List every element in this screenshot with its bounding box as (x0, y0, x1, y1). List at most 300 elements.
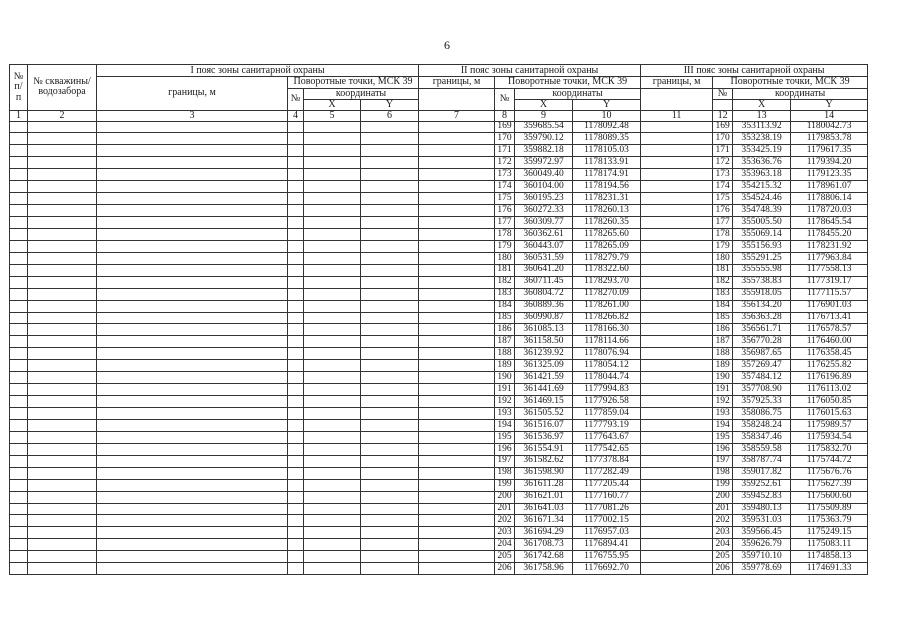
cell-zone2-no: 176 (495, 205, 515, 217)
table-row (10, 372, 868, 384)
cell-zone1-boundary (97, 217, 288, 229)
cell-zone3-boundary (641, 276, 713, 288)
table-body (10, 121, 868, 575)
cell-zone1-boundary (97, 312, 288, 324)
col-number: 8 (495, 110, 515, 121)
cell-zone3-boundary (641, 372, 713, 384)
cell-np (10, 551, 28, 563)
cell-zone2-no: 190 (495, 372, 515, 384)
cell-zone3-boundary (641, 515, 713, 527)
cell-zone2-boundary (419, 551, 495, 563)
cell-zone2-x: 359972.97 (515, 157, 573, 169)
cell-zone2-no: 203 (495, 527, 515, 539)
cell-zone2-y: 1178194.56 (573, 181, 641, 193)
cell-zone1-no (288, 563, 304, 575)
cell-zone3-boundary (641, 324, 713, 336)
header-zone1-turning-points: Поворотные точки, МСК 39 (288, 77, 419, 89)
cell-zone1-x (304, 467, 361, 479)
header-zone3-boundaries: границы, м (641, 77, 713, 89)
cell-np (10, 479, 28, 491)
cell-zone3-y: 1175934.54 (791, 431, 868, 443)
cell-zone2-boundary (419, 169, 495, 181)
header-zone3-x: X (733, 99, 791, 110)
cell-zone2-no: 198 (495, 467, 515, 479)
cell-zone1-x (304, 288, 361, 300)
cell-zone3-x: 356770.28 (733, 336, 791, 348)
table-row (10, 431, 868, 443)
cell-zone2-y: 1177160.77 (573, 491, 641, 503)
cell-zone3-boundary (641, 443, 713, 455)
cell-zone1-boundary (97, 539, 288, 551)
cell-zone3-boundary (641, 252, 713, 264)
cell-zone3-boundary (641, 181, 713, 193)
cell-well (28, 443, 97, 455)
cell-zone2-x: 360804.72 (515, 288, 573, 300)
table-row (10, 467, 868, 479)
cell-zone1-boundary (97, 491, 288, 503)
cell-np (10, 324, 28, 336)
cell-zone3-y: 1175744.72 (791, 455, 868, 467)
cell-np (10, 408, 28, 420)
cell-zone1-boundary (97, 515, 288, 527)
cell-zone3-boundary (641, 145, 713, 157)
cell-zone1-x (304, 408, 361, 420)
col-number: 1 (10, 110, 28, 121)
cell-zone2-no: 182 (495, 276, 515, 288)
cell-zone3-boundary (641, 419, 713, 431)
cell-zone2-x: 361611.28 (515, 479, 573, 491)
cell-zone3-boundary (641, 288, 713, 300)
cell-zone1-no (288, 324, 304, 336)
header-zone2-x: X (515, 99, 573, 110)
cell-zone1-boundary (97, 228, 288, 240)
cell-zone1-boundary (97, 300, 288, 312)
cell-zone3-y: 1174858.13 (791, 551, 868, 563)
cell-zone2-y: 1178266.82 (573, 312, 641, 324)
cell-zone1-x (304, 252, 361, 264)
col-number: 13 (733, 110, 791, 121)
cell-zone1-boundary (97, 396, 288, 408)
cell-zone1-y (361, 455, 419, 467)
cell-zone3-no: 194 (713, 419, 733, 431)
cell-zone1-boundary (97, 288, 288, 300)
cell-zone2-x: 361085.13 (515, 324, 573, 336)
table-row (10, 312, 868, 324)
cell-zone3-y: 1179123.35 (791, 169, 868, 181)
cell-well (28, 408, 97, 420)
cell-zone3-x: 355555.98 (733, 264, 791, 276)
cell-zone3-x: 359452.83 (733, 491, 791, 503)
cell-zone2-x: 360309.77 (515, 217, 573, 229)
cell-zone1-no (288, 336, 304, 348)
cell-well (28, 300, 97, 312)
cell-zone3-boundary (641, 479, 713, 491)
cell-zone1-y (361, 193, 419, 205)
cell-zone2-x: 361671.34 (515, 515, 573, 527)
cell-zone1-y (361, 205, 419, 217)
cell-well (28, 467, 97, 479)
col-number: 4 (288, 110, 304, 121)
cell-zone3-boundary (641, 563, 713, 575)
col-number: 3 (97, 110, 288, 121)
cell-np (10, 145, 28, 157)
cell-zone2-y: 1178265.09 (573, 240, 641, 252)
header-zone2-y: Y (573, 99, 641, 110)
cell-well (28, 455, 97, 467)
cell-zone1-y (361, 145, 419, 157)
cell-zone3-no: 170 (713, 133, 733, 145)
cell-zone1-boundary (97, 372, 288, 384)
cell-zone2-x: 361554.91 (515, 443, 573, 455)
cell-zone2-boundary (419, 408, 495, 420)
cell-zone3-no: 181 (713, 264, 733, 276)
cell-zone2-no: 206 (495, 563, 515, 575)
cell-zone3-y: 1175083.11 (791, 539, 868, 551)
header-np: № п/п (10, 65, 28, 111)
col-number: 9 (515, 110, 573, 121)
table-row (10, 563, 868, 575)
cell-well (28, 372, 97, 384)
cell-zone1-no (288, 133, 304, 145)
cell-zone1-y (361, 324, 419, 336)
cell-zone3-x: 353963.18 (733, 169, 791, 181)
cell-zone1-boundary (97, 145, 288, 157)
cell-np (10, 288, 28, 300)
cell-zone2-no: 197 (495, 455, 515, 467)
cell-zone3-boundary (641, 228, 713, 240)
cell-zone3-no: 186 (713, 324, 733, 336)
cell-np (10, 193, 28, 205)
cell-zone1-y (361, 348, 419, 360)
cell-zone1-no (288, 181, 304, 193)
cell-zone1-no (288, 121, 304, 133)
cell-zone3-boundary (641, 467, 713, 479)
cell-zone1-x (304, 515, 361, 527)
cell-zone1-boundary (97, 336, 288, 348)
cell-zone2-boundary (419, 193, 495, 205)
cell-zone2-x: 359685.54 (515, 121, 573, 133)
page-number: 6 (444, 38, 450, 52)
cell-zone1-y (361, 467, 419, 479)
sanitary-zone-coordinates-table (9, 64, 868, 575)
table-row (10, 396, 868, 408)
cell-np (10, 252, 28, 264)
cell-zone2-no: 195 (495, 431, 515, 443)
col-number: 7 (419, 110, 495, 121)
cell-zone1-x (304, 205, 361, 217)
cell-zone2-x: 361158.50 (515, 336, 573, 348)
cell-zone3-boundary (641, 384, 713, 396)
cell-zone2-x: 360362.61 (515, 228, 573, 240)
cell-zone1-x (304, 217, 361, 229)
cell-well (28, 181, 97, 193)
cell-zone2-no: 204 (495, 539, 515, 551)
cell-zone3-y: 1179853.78 (791, 133, 868, 145)
cell-zone3-boundary (641, 491, 713, 503)
cell-zone3-boundary (641, 300, 713, 312)
table-row (10, 228, 868, 240)
cell-well (28, 348, 97, 360)
cell-zone2-x: 360711.45 (515, 276, 573, 288)
cell-zone3-x: 355291.25 (733, 252, 791, 264)
cell-np (10, 276, 28, 288)
col-number: 2 (28, 110, 97, 121)
cell-zone1-y (361, 431, 419, 443)
cell-zone3-no: 177 (713, 217, 733, 229)
header-zone2-boundaries: границы, м (419, 77, 495, 89)
cell-zone3-x: 359252.61 (733, 479, 791, 491)
cell-zone1-boundary (97, 264, 288, 276)
cell-zone1-y (361, 300, 419, 312)
col-number: 10 (573, 110, 641, 121)
cell-zone2-boundary (419, 217, 495, 229)
cell-np (10, 264, 28, 276)
cell-zone1-y (361, 276, 419, 288)
cell-zone2-boundary (419, 467, 495, 479)
header-zone2: II пояс зоны санитарной охраны (419, 65, 641, 77)
cell-zone2-boundary (419, 324, 495, 336)
cell-zone3-x: 359710.10 (733, 551, 791, 563)
cell-zone2-no: 187 (495, 336, 515, 348)
cell-well (28, 431, 97, 443)
cell-zone1-boundary (97, 193, 288, 205)
cell-zone2-y: 1177793.19 (573, 419, 641, 431)
cell-zone3-boundary (641, 217, 713, 229)
cell-zone3-y: 1178645.54 (791, 217, 868, 229)
cell-zone1-no (288, 205, 304, 217)
header-zone3: III пояс зоны санитарной охраны (641, 65, 868, 77)
cell-zone3-x: 358086.75 (733, 408, 791, 420)
cell-well (28, 288, 97, 300)
cell-well (28, 133, 97, 145)
table-row (10, 121, 868, 133)
cell-np (10, 348, 28, 360)
cell-zone1-y (361, 443, 419, 455)
cell-zone3-no: 198 (713, 467, 733, 479)
cell-zone2-y: 1178322.60 (573, 264, 641, 276)
cell-zone1-boundary (97, 443, 288, 455)
col-number: 6 (361, 110, 419, 121)
cell-zone1-boundary (97, 479, 288, 491)
cell-zone2-x: 361536.97 (515, 431, 573, 443)
cell-zone1-no (288, 276, 304, 288)
cell-zone2-y: 1178174.91 (573, 169, 641, 181)
cell-zone1-x (304, 240, 361, 252)
table-row (10, 527, 868, 539)
cell-np (10, 515, 28, 527)
header-well: № скважины/ водозабора (28, 65, 97, 111)
cell-zone3-y: 1178720.03 (791, 205, 868, 217)
cell-np (10, 527, 28, 539)
cell-zone3-x: 359566.45 (733, 527, 791, 539)
cell-zone2-y: 1178092.48 (573, 121, 641, 133)
cell-zone1-boundary (97, 121, 288, 133)
cell-zone2-y: 1178105.03 (573, 145, 641, 157)
cell-zone1-y (361, 264, 419, 276)
cell-well (28, 312, 97, 324)
table-row (10, 539, 868, 551)
cell-zone1-x (304, 193, 361, 205)
cell-zone3-x: 358559.58 (733, 443, 791, 455)
cell-zone3-y: 1178455.20 (791, 228, 868, 240)
cell-zone1-boundary (97, 563, 288, 575)
cell-zone2-no: 173 (495, 169, 515, 181)
cell-np (10, 181, 28, 193)
cell-zone3-x: 357484.12 (733, 372, 791, 384)
cell-zone2-y: 1177994.83 (573, 384, 641, 396)
cell-zone1-x (304, 121, 361, 133)
cell-zone3-x: 359017.82 (733, 467, 791, 479)
cell-zone3-no: 196 (713, 443, 733, 455)
cell-zone3-x: 359778.69 (733, 563, 791, 575)
cell-zone3-x: 357708.90 (733, 384, 791, 396)
cell-zone1-no (288, 479, 304, 491)
cell-zone3-no: 193 (713, 408, 733, 420)
cell-np (10, 228, 28, 240)
cell-zone1-x (304, 539, 361, 551)
cell-np (10, 133, 28, 145)
cell-np (10, 205, 28, 217)
cell-zone2-boundary (419, 157, 495, 169)
cell-zone1-boundary (97, 503, 288, 515)
cell-zone2-x: 361621.01 (515, 491, 573, 503)
cell-zone3-y: 1177558.13 (791, 264, 868, 276)
cell-well (28, 324, 97, 336)
cell-zone2-x: 361421.59 (515, 372, 573, 384)
col-number: 5 (304, 110, 361, 121)
cell-zone3-x: 354215.32 (733, 181, 791, 193)
cell-zone1-no (288, 539, 304, 551)
cell-zone2-boundary (419, 455, 495, 467)
cell-zone2-y: 1178133.91 (573, 157, 641, 169)
cell-zone2-y: 1177542.65 (573, 443, 641, 455)
cell-zone2-y: 1178166.30 (573, 324, 641, 336)
cell-zone1-y (361, 252, 419, 264)
cell-zone3-no: 173 (713, 169, 733, 181)
cell-zone1-y (361, 551, 419, 563)
cell-zone2-x: 360443.07 (515, 240, 573, 252)
cell-zone2-boundary (419, 121, 495, 133)
cell-zone1-boundary (97, 348, 288, 360)
cell-zone1-no (288, 228, 304, 240)
cell-zone2-boundary (419, 252, 495, 264)
cell-zone2-y: 1177926.58 (573, 396, 641, 408)
cell-zone2-x: 361694.29 (515, 527, 573, 539)
cell-well (28, 264, 97, 276)
cell-zone1-boundary (97, 181, 288, 193)
cell-zone2-boundary (419, 312, 495, 324)
cell-zone2-boundary (419, 527, 495, 539)
cell-zone3-y: 1175249.15 (791, 527, 868, 539)
cell-zone2-x: 361742.68 (515, 551, 573, 563)
cell-zone1-x (304, 181, 361, 193)
cell-zone2-boundary (419, 145, 495, 157)
cell-zone1-x (304, 372, 361, 384)
cell-zone3-x: 355069.14 (733, 228, 791, 240)
cell-zone3-y: 1174691.33 (791, 563, 868, 575)
cell-well (28, 479, 97, 491)
cell-zone3-boundary (641, 240, 713, 252)
cell-zone2-y: 1177859.04 (573, 408, 641, 420)
cell-zone2-boundary (419, 431, 495, 443)
cell-zone1-no (288, 443, 304, 455)
cell-zone3-no: 188 (713, 348, 733, 360)
cell-np (10, 467, 28, 479)
cell-zone2-boundary (419, 479, 495, 491)
cell-zone1-no (288, 348, 304, 360)
cell-zone1-x (304, 145, 361, 157)
cell-zone1-y (361, 384, 419, 396)
cell-zone3-y: 1177319.17 (791, 276, 868, 288)
cell-zone3-boundary (641, 205, 713, 217)
cell-zone1-no (288, 431, 304, 443)
cell-np (10, 491, 28, 503)
header-zone3-no-blank (713, 99, 733, 110)
cell-zone1-no (288, 551, 304, 563)
cell-zone1-no (288, 145, 304, 157)
cell-zone2-no: 171 (495, 145, 515, 157)
cell-zone1-boundary (97, 252, 288, 264)
cell-zone3-no: 183 (713, 288, 733, 300)
cell-zone2-x: 361708.73 (515, 539, 573, 551)
cell-zone2-boundary (419, 539, 495, 551)
cell-zone3-x: 357925.33 (733, 396, 791, 408)
cell-zone3-boundary (641, 264, 713, 276)
cell-zone2-x: 360049.40 (515, 169, 573, 181)
cell-zone3-x: 358248.24 (733, 419, 791, 431)
cell-zone3-y: 1175989.57 (791, 419, 868, 431)
cell-zone2-x: 361598.90 (515, 467, 573, 479)
cell-zone3-no: 202 (713, 515, 733, 527)
cell-zone3-x: 358787.74 (733, 455, 791, 467)
cell-zone1-boundary (97, 467, 288, 479)
cell-zone2-y: 1178270.09 (573, 288, 641, 300)
cell-zone1-x (304, 312, 361, 324)
cell-zone3-y: 1176578.57 (791, 324, 868, 336)
cell-zone3-boundary (641, 312, 713, 324)
cell-zone2-boundary (419, 205, 495, 217)
cell-zone1-no (288, 217, 304, 229)
cell-well (28, 527, 97, 539)
cell-zone2-no: 186 (495, 324, 515, 336)
table-row (10, 240, 868, 252)
cell-zone1-y (361, 491, 419, 503)
cell-zone3-boundary (641, 503, 713, 515)
cell-zone2-y: 1177081.26 (573, 503, 641, 515)
cell-zone1-no (288, 396, 304, 408)
table-row (10, 169, 868, 181)
cell-zone3-y: 1179394.20 (791, 157, 868, 169)
cell-zone1-y (361, 336, 419, 348)
cell-zone3-y: 1176196.89 (791, 372, 868, 384)
cell-zone2-y: 1176894.41 (573, 539, 641, 551)
cell-np (10, 240, 28, 252)
cell-zone3-y: 1175832.70 (791, 443, 868, 455)
cell-zone1-y (361, 228, 419, 240)
cell-zone3-no: 171 (713, 145, 733, 157)
cell-zone1-boundary (97, 205, 288, 217)
cell-zone2-no: 205 (495, 551, 515, 563)
cell-zone3-y: 1177115.57 (791, 288, 868, 300)
cell-zone1-no (288, 491, 304, 503)
cell-zone1-y (361, 527, 419, 539)
cell-zone2-boundary (419, 396, 495, 408)
cell-zone1-x (304, 443, 361, 455)
cell-zone2-no: 178 (495, 228, 515, 240)
cell-np (10, 384, 28, 396)
cell-np (10, 360, 28, 372)
cell-zone2-boundary (419, 133, 495, 145)
